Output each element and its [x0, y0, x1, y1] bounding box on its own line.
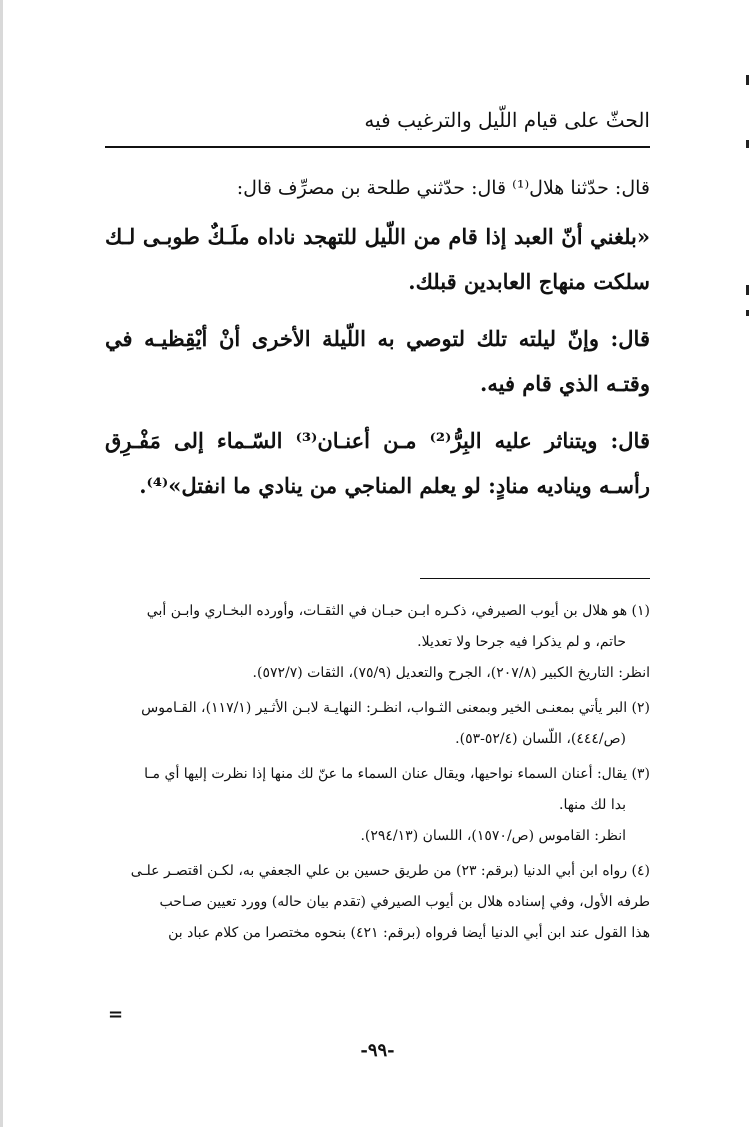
footnote-1	[105, 596, 650, 689]
footnote-rule	[420, 578, 650, 579]
footnote-line: (ص/٤٤٤)، اللّسان (٥٢/٤-٥٣).	[455, 731, 626, 747]
scan-mark	[746, 140, 749, 148]
footnote-4	[105, 856, 650, 949]
intro-line: قال: حدّثنا هلال⁽¹⁾ قال: حدّثني طلحة بن مصرِّف قال:	[236, 177, 650, 199]
footnote-line: (٣) يقال: أعنان السماء نواحيها، ويقال عنان السماء ما عنّ لك منها إذا نظرت إليها أي مـا	[144, 766, 650, 782]
continuation-mark: =	[108, 1004, 124, 1025]
footnote-3	[105, 759, 650, 852]
header-rule	[105, 146, 650, 148]
footnotes	[105, 596, 650, 953]
hadith-paragraph-1: «بلغني أنّ العبد إذا قام من اللّيل للتهجد ناداه ملَـكٌ طوبـى لـك سلكت منهاج العابدين قبلك.	[105, 224, 650, 294]
footnote-line: (٢) البر يأتي بمعنـى الخير وبمعنى الثـواب، انظـر: النهايـة لابـن الأثـير (١١٧/١)، القـاموس	[141, 700, 650, 716]
scan-mark	[746, 285, 749, 295]
running-header: الحثّ على قيام اللّيل والترغيب فيه	[364, 108, 650, 132]
footnote-line: حاتم، و لم يذكرا فيه جرحا ولا تعديلا.	[417, 634, 626, 650]
footnote-line: بدا لك منها.	[559, 797, 626, 813]
page-number: -٩٩-	[360, 1040, 395, 1061]
footnote-line: (١) هو هلال بن أيوب الصيرفي، ذكـره ابـن حبـان في الثقـات، وأورده البخـاري وابـن أبي	[146, 603, 650, 619]
footnote-line: هذا القول عند ابن أبي الدنيا أيضا فرواه (برقم: ٤٢١) بنحوه مختصرا من كلام عباد بن	[168, 925, 650, 941]
footnote-line: (٤) رواه ابن أبي الدنيا (برقم: ٢٣) من طريق حسين بن علي الجعفي به، لكـن اقتصـر علـى	[130, 863, 650, 879]
footnote-line: طرفه الأول، وفي إسناده هلال بن أيوب الصيرفي (تقدم بيان حاله) وورد تعيين صـاحب	[159, 894, 650, 910]
scan-mark	[746, 310, 749, 316]
footnote-reference: انظر: القاموس (ص/١٥٧٠)، اللسان (٢٩٤/١٣).	[360, 828, 626, 844]
hadith-paragraph-2: قال: وإنّ ليلته تلك لتوصي به اللّيلة الأخرى أنْ أيْقِظيـه في وقتـه الذي قام فيه.	[105, 326, 650, 396]
footnote-reference: انظر: التاريخ الكبير (٢٠٧/٨)، الجرح والتعديل (٧٥/٩)، الثقات (٥٧٢/٧).	[252, 665, 650, 681]
main-text	[105, 168, 650, 520]
footnote-2	[105, 693, 650, 755]
scan-mark	[746, 75, 749, 85]
scan-edge	[0, 0, 3, 1127]
hadith-paragraph-3: قال: ويتناثر عليه البِرُّ⁽²⁾ مـن أعنـان⁽³⁾ السّـماء إلى مَفْـرِق رأسـه ويناديه منادٍ: لو يعلم المناجي من ينادي ما انفتل»⁽⁴⁾.	[105, 428, 650, 498]
